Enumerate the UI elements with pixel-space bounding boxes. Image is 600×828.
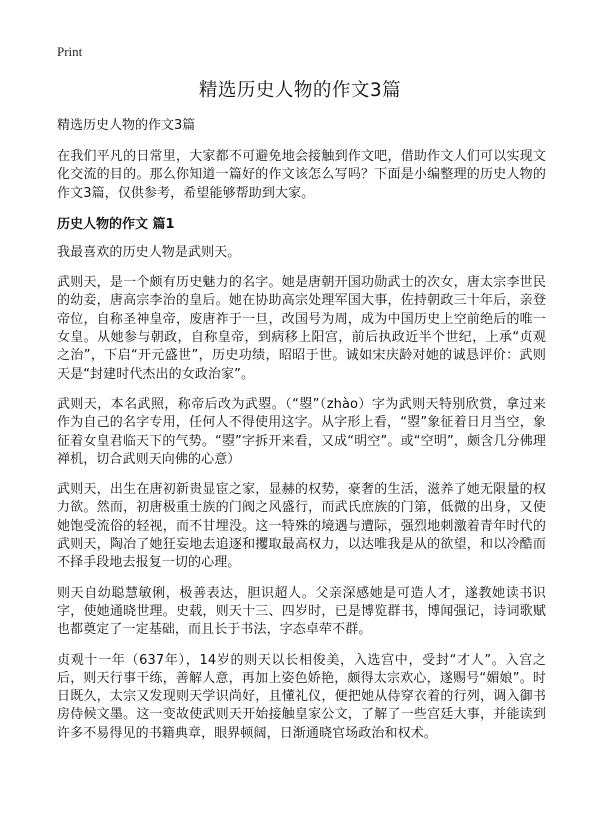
paragraph-6: 贞观十一年（637年），14岁的则天以长相俊美，入选宫中，受封“才人”。入宫之后，则天行事干练，善解人意，再加上姿色娇艳，颇得太宗欢心，遂赐号“媚娘”。时日既久，太宗又发现则天学识尚好，且懂礼仪，便把她从侍穿衣着的行列，调入御书房侍候文墨。这一变故使武则天开始接触皇家公文，了解了一些宫廷大事，并能读到许多不易得见的书籍典章，眼界顿阔，日渐通晓官场政治和权术。 [57,652,546,741]
intro-paragraph: 在我们平凡的日常里，大家都不可避免地会接触到作文吧，借助作文人们可以实现文化交流的目的。那么你知道一篇好的作文该怎么写吗？下面是小编整理的历史人物的作文3篇，仅供参考，希望能够帮助到大家。 [57,149,546,201]
paragraph-2: 武则天，是一个颇有历史魅力的名字。她是唐朝开国功勋武士的次女，唐太宗李世民的幼妾，唐高宗李治的皇后。她在协助高宗处理军国大事，佐持朝政三十年后，亲登帝位，自称圣神皇帝，废唐祚于一旦，改国号为周，成为中国历史上空前绝后的唯一女皇。从她参与朝政，自称皇帝，到病移上阳宫，前后执政近半个世纪，上承“贞观之治”，下启“开元盛世”，历史功绩，昭昭于世。诚如宋庆龄对她的诚恳评价：武则天是“封建时代杰出的女政治家”。 [57,275,546,382]
print-link[interactable]: Print [57,44,83,59]
paragraph-4: 武则天，出生在唐初新贵显宦之家，显赫的权势，豪奢的生活，滋养了她无限量的权力欲。然而，初唐极重士族的门阀之风盛行，而武氏庶族的门第，低微的出身，又使她饱受流俗的轻视，而不甘埋没。这一特殊的境遇与遭际，强烈地刺激着青年时代的武则天，陶冶了她狂妄地去追逐和攫取最高权力，以达唯我是从的欲望，和以冷酷而不择手段地去报复一切的心理。 [57,482,546,571]
paragraph-1: 我最喜欢的历史人物是武则天。 [57,244,241,260]
paragraph-5: 则天自幼聪慧敏俐，极善表达，胆识超人。父亲深感她是可造人才，遂教她读书识字，使她通晓世理。史载，则天十三、四岁时，已是博览群书，博闻强记，诗词歌赋也都奠定了一定基础，而且长于书法，字态卓荦不群。 [57,585,546,638]
page-title: 精选历史人物的作文3篇 [198,80,402,101]
document-subtitle: 精选历史人物的作文3篇 [57,118,196,133]
section-heading: 历史人物的作文 篇1 [57,216,175,232]
document-body [57,116,546,755]
paragraph-3: 武则天，本名武照，称帝后改为武曌。（“曌”（zhào）字为武则天特别欣赏，拿过来作为自己的名字专用，任何人不得使用这字。从字形上看，“曌”象征着日月当空，象征着女皇君临天下的气势。“曌”字拆开来看，又成“明空”。或“空明”，颇含几分佛理禅机，切合武则天向佛的心意） [57,396,546,467]
